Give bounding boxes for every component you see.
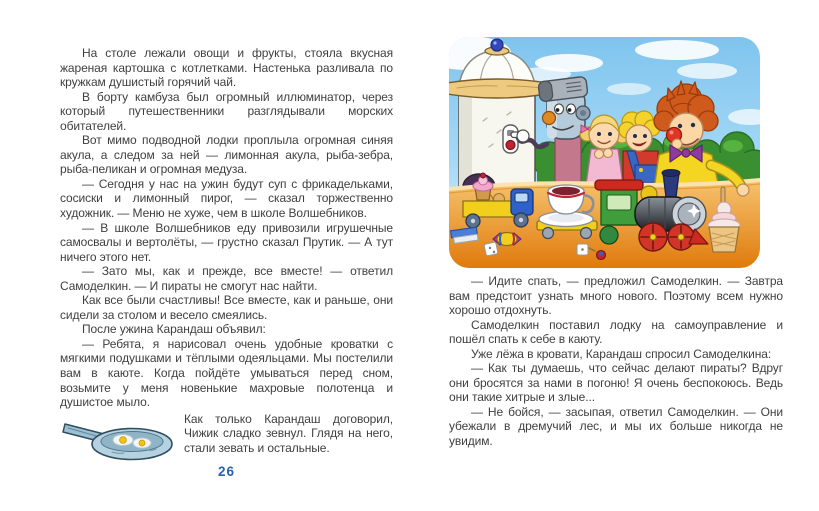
paragraph: — В школе Волшебников еду привозили игрушечные самосвалы и вертолёты, — грустно сказал Прутик. — А тут ничего этого нет. (60, 220, 393, 264)
paragraph: Вот мимо подводной лодки проплыла огромная синяя акула, а следом за ней — лимонная акула, рыба-зебра, рыба-пеликан и огромная медуза. (60, 133, 393, 177)
paragraph: После ужина Карандаш объявил: (82, 322, 266, 337)
page-number: 26 (217, 464, 236, 480)
karandash-hand (737, 184, 749, 196)
paragraph: — Идите спать, — предложил Самоделкин. — Завтра вам предстоит узнать много нового. Поэтому всем нужно хорошо отдохнуть. (449, 274, 783, 318)
story-illustration (449, 37, 760, 268)
paragraph: Уже лёжа в кровати, Карандаш спросил Самоделкина: (471, 346, 772, 361)
pan-paragraph-row (60, 412, 393, 456)
frying-pan-illustration (60, 414, 176, 462)
paragraph: — Зато мы, как и прежде, все вместе! — ответил Самоделкин. — И пираты не смогут нас найти. (60, 264, 393, 293)
paragraph: Самоделкин поставил лодку на самоуправление и пошёл спать к себе в каюту. (449, 317, 783, 347)
page-left (60, 46, 393, 479)
glove-hand (517, 130, 529, 142)
paragraph: — Сегодня у нас на ужин будут суп с фрикадельками, сосиски и лимонный пирог, — сказал торжественно художник. — Меню не хуже, чем в школе Волшебников. (60, 176, 393, 221)
paragraph: Как все были счастливы! Все вместе, как и раньше, они сидели за столом и весело смеялись. (60, 293, 393, 322)
paragraph: На столе лежали овощи и фрукты, стояла вкусная жареная картошка с котлетками. Настенька разливала по кружкам душистый горячий чай. (60, 46, 393, 90)
paragraph: Как только Карандаш договорил, Чижик сладко зевнул. Глядя на него, стали зевать и остальные. (184, 411, 393, 455)
dome-lamp (491, 39, 503, 51)
paragraph: — Не бойся, — засыпая, ответил Самоделкин. — Они убежали в дремучий лес, и мы их больше никогда не увидим. (449, 404, 783, 449)
red-button (506, 141, 515, 150)
tower-eave (449, 79, 547, 98)
paragraph: — Как ты думаешь, что сейчас делают пираты? Вдруг они бросятся за нами в погоню! Я очень беспокоюсь. Ведь они такие хитрые и злые... (449, 361, 783, 405)
button-panel (503, 125, 518, 153)
paragraph: — Ребята, я нарисовал очень удобные кроватки с мягкими подушками и тёплыми одеяльцами. Мы постелили вам в каюте. Когда пойдёте умываться перед сном, возьмите у меня новенькие махровые полотенца и душистое мыло. (60, 336, 393, 410)
robot-nose (543, 112, 556, 125)
page-right (449, 37, 783, 449)
paragraph: В борту камбуза был огромный иллюминатор, через который путешественники разглядывали морских обитателей. (60, 89, 393, 133)
